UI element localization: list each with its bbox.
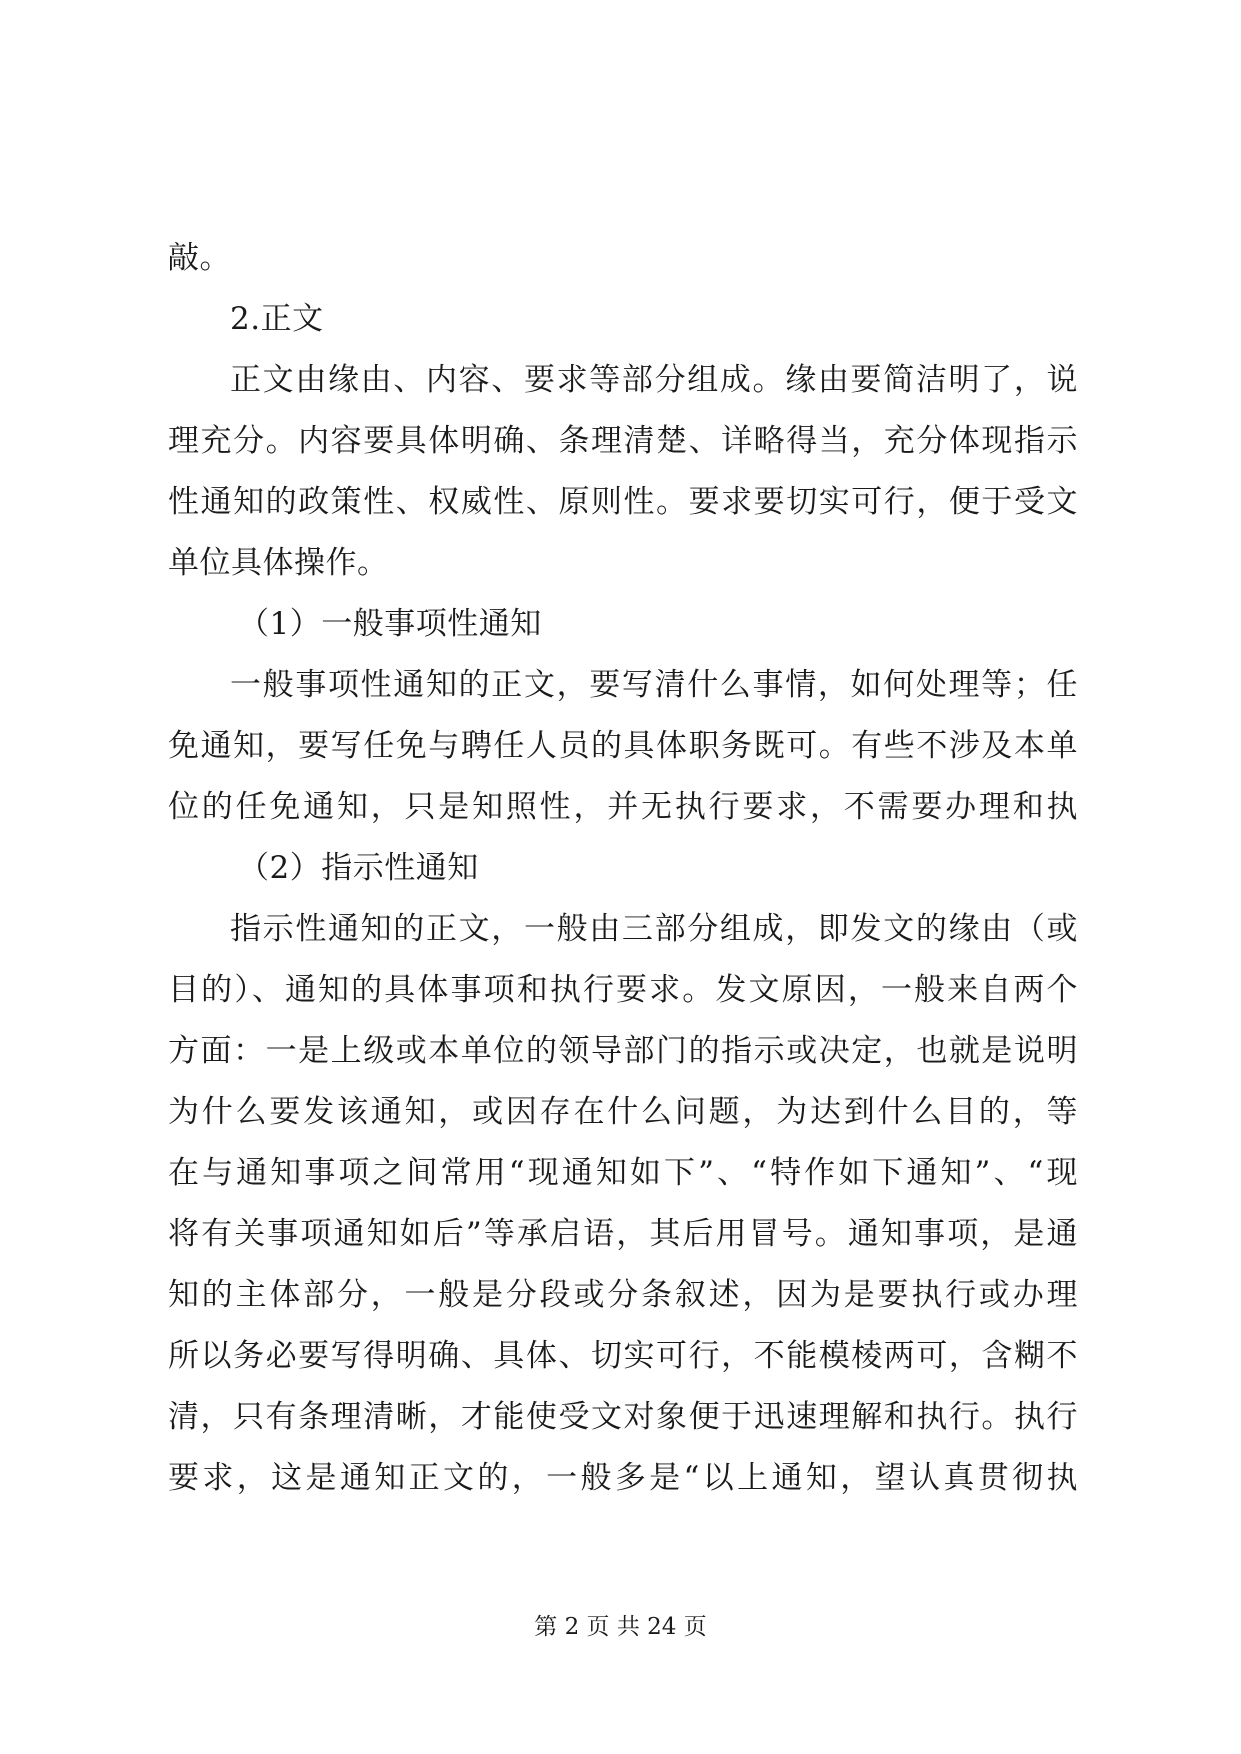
paragraph-line: 位的任免通知，只是知照性，并无执行要求，不需要办理和执	[168, 789, 1078, 825]
subsection-heading-general-notice: （1）一般事项性通知	[238, 606, 542, 642]
paragraph-line: 清，只有条理清晰，才能使受文对象便于迅速理解和执行。执行	[168, 1399, 1078, 1435]
paragraph-line: 理充分。内容要具体明确、条理清楚、详略得当，充分体现指示	[168, 423, 1078, 459]
paragraph-line: 在与通知事项之间常用“现通知如下”、“特作如下通知”、“现	[168, 1155, 1078, 1191]
paragraph-line: 性通知的政策性、权威性、原则性。要求要切实可行，便于受文	[168, 484, 1078, 520]
paragraph-line: 正文由缘由、内容、要求等部分组成。缘由要简洁明了，说	[230, 362, 1078, 398]
paragraph-line: 一般事项性通知的正文，要写清什么事情，如何处理等；任	[230, 667, 1078, 703]
paragraph-line: 为什么要发该通知，或因存在什么问题，为达到什么目的，等	[168, 1094, 1078, 1130]
subsection-heading-directive-notice: （2）指示性通知	[238, 850, 479, 886]
paragraph-line: 所以务必要写得明确、具体、切实可行，不能模棱两可，含糊不	[168, 1338, 1078, 1374]
paragraph-line: 要求，这是通知正文的，一般多是“以上通知，望认真贯彻执	[168, 1460, 1078, 1496]
page-number-footer: 第 2 页 共 24 页	[534, 1614, 707, 1640]
document-body	[168, 228, 1078, 1509]
paragraph-line: 指示性通知的正文，一般由三部分组成，即发文的缘由（或	[230, 911, 1078, 947]
text-line: 敲。	[168, 240, 231, 276]
paragraph-line: 目的）、通知的具体事项和执行要求。发文原因，一般来自两个	[168, 972, 1078, 1008]
paragraph-line: 单位具体操作。	[168, 545, 389, 581]
paragraph-line: 知的主体部分，一般是分段或分条叙述，因为是要执行或办理	[168, 1277, 1078, 1313]
section-heading-main-text: 2.正文	[230, 301, 324, 337]
paragraph-line: 方面：一是上级或本单位的领导部门的指示或决定，也就是说明	[168, 1033, 1078, 1069]
paragraph-line: 将有关事项通知如后”等承启语，其后用冒号。通知事项，是通	[168, 1216, 1078, 1252]
paragraph-line: 免通知，要写任免与聘任人员的具体职务既可。有些不涉及本单	[168, 728, 1078, 764]
